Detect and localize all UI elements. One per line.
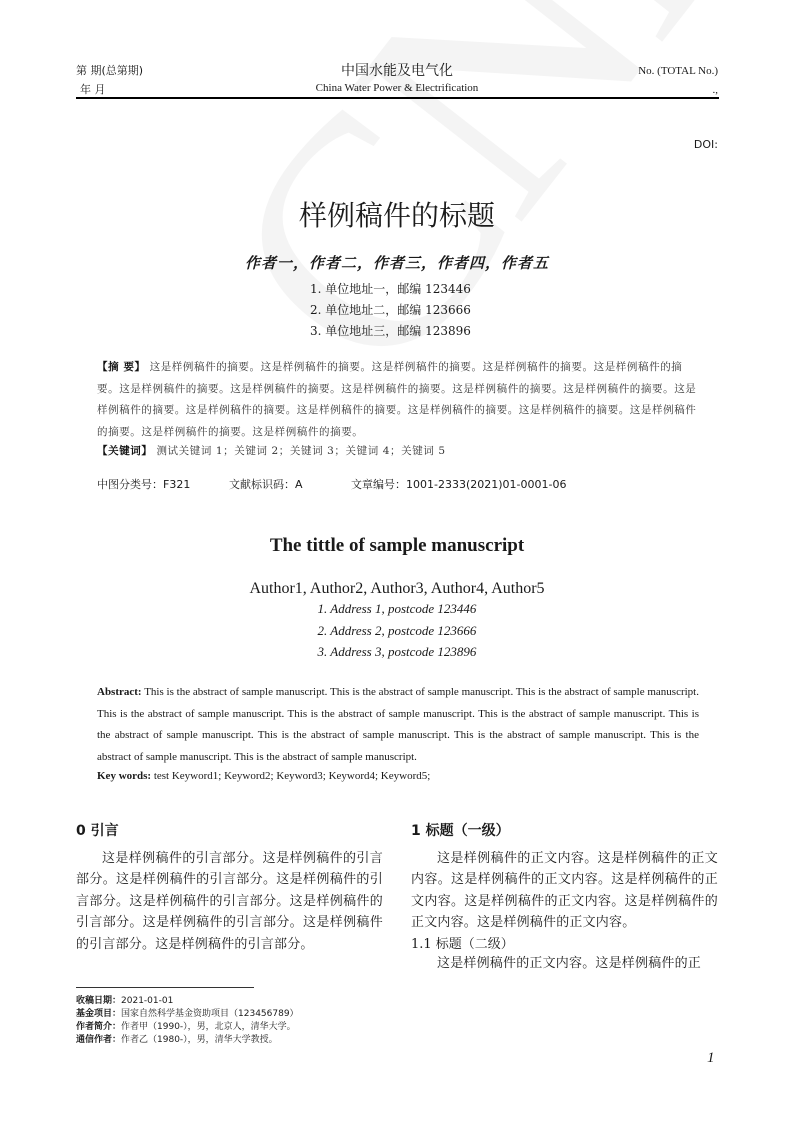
footnote-corresponding — [76, 1034, 278, 1047]
fund-label: 基金项目： — [76, 1009, 122, 1019]
footnote-fund — [76, 1008, 299, 1021]
author-list-en: Author1, Author2, Author3, Author4, Author5 — [249, 580, 545, 597]
abstract-en-text: This is the abstract of sample manuscript. This is the abstract of sample manuscript. This is the abstract of sample manuscript. This is the abstract of sample manuscript. This is the abstract of sample manuscript. This is the abstract of sample manuscript. This is the abstract of sample manuscript. This is the abstract of sample manuscript. This is the abstract of sample manuscript. This is the abstract of sample manuscript. This is the abstract of sample manuscript. — [97, 686, 699, 763]
abstract-en-label: Abstract: — [97, 686, 142, 698]
author-list-cn: 作者一，作者二，作者三，作者四，作者五 — [244, 254, 549, 272]
page-title-cn: 样例稿件的标题 — [298, 199, 495, 232]
author-label: 作者简介： — [76, 1022, 122, 1032]
section-heading-intro: 0 引言 — [76, 823, 119, 839]
clc-number: 中图分类号：F321 — [97, 478, 191, 491]
received-label: 收稿日期： — [76, 996, 122, 1006]
issue-suffix: ., — [712, 84, 718, 96]
keywords-cn-text: 测试关键词 1；关键词 2；关键词 3；关键词 4；关键词 5 — [152, 445, 446, 457]
abstract-en — [97, 682, 699, 768]
footnote-received — [76, 995, 173, 1008]
section-1-paragraph: 这是样例稿件的正文内容。这是样例稿件的正文内容。这是样例稿件的正文内容。这是样例稿件的正文内容。这是样例稿件的正文内容。这是样例稿件的正文内容。这是样例稿件的正文内容。 — [411, 851, 718, 931]
keywords-en-label: Key words: — [97, 770, 152, 782]
affiliation-en-1: 1. Address 1, postcode 123446 — [317, 601, 477, 616]
abstract-cn-text: 这是样例稿件的摘要。这是样例稿件的摘要。这是样例稿件的摘要。这是样例稿件的摘要。这是样例稿件的摘要。这是样例稿件的摘要。这是样例稿件的摘要。这是样例稿件的摘要。这是样例稿件的摘要。这是样例稿件的摘要。这是样例稿件的摘要。这是样例稿件的摘要。这是样例稿件的摘要。这是样例稿件的摘要。这是样例稿件的摘要。这是样例稿件的摘要。这是样例稿件的摘要。这是样例稿件的摘要。 — [97, 361, 697, 438]
issue-number: No. (TOTAL No.) — [638, 65, 718, 77]
journal-title-en: China Water Power & Electrification — [315, 82, 479, 94]
intro-paragraph: 这是样例稿件的引言部分。这是样例稿件的引言部分。这是样例稿件的引言部分。这是样例稿件的引言部分。这是样例稿件的引言部分。这是样例稿件的引言部分。这是样例稿件的引言部分。这是样例稿件的引言部分。这是样例稿件的引言部分。 — [76, 851, 383, 952]
section-heading-1-1: 1.1 标题（二级） — [411, 937, 514, 952]
header-rule — [76, 97, 719, 99]
section-1-1-paragraph: 这是样例稿件的正文内容。这是样例稿件的正 — [437, 956, 702, 971]
keywords-en-text: test Keyword1; Keyword2; Keyword3; Keyword4; Keyword5; — [151, 770, 431, 782]
affiliation-en-2: 2. Address 2, postcode 123666 — [317, 623, 477, 638]
keywords-en — [97, 766, 699, 788]
article-number: 文章编号：1001-2333(2021)01-0001-06 — [351, 478, 567, 491]
fund-value: 国家自然科学基金资助项目（123456789） — [121, 1009, 299, 1019]
affiliation-cn-2: 2. 单位地址二，邮编 123666 — [310, 303, 471, 317]
document-code: 文献标识码：A — [229, 478, 303, 491]
footnote-rule — [76, 987, 254, 988]
page-title-en: The tittle of sample manuscript — [269, 535, 525, 556]
journal-title-cn: 中国水能及电气化 — [341, 63, 453, 79]
corr-label: 通信作者： — [76, 1035, 122, 1045]
affiliation-cn-3: 3. 单位地址三，邮编 123896 — [310, 324, 471, 338]
abstract-cn-label: 【摘 要】 — [97, 361, 146, 373]
section-heading-1: 1 标题（一级） — [411, 823, 510, 839]
keywords-cn — [97, 441, 699, 463]
page-number: 1 — [707, 1050, 715, 1066]
received-value: 2021-01-01 — [121, 996, 174, 1006]
issue-label: 第 期(总第期) — [76, 64, 144, 77]
corr-value: 作者乙（1980-），男，清华大学教授。 — [121, 1035, 278, 1045]
affiliation-en-3: 3. Address 3, postcode 123896 — [317, 644, 477, 659]
affiliation-cn-1: 1. 单位地址一，邮编 123446 — [310, 282, 471, 296]
doi-label: DOI: — [693, 138, 718, 151]
footnote-author — [76, 1021, 296, 1034]
author-value: 作者甲（1990-），男，北京人，清华大学。 — [121, 1022, 296, 1032]
abstract-cn — [97, 357, 699, 443]
date-label: 年 月 — [80, 83, 106, 96]
keywords-cn-label: 【关键词】 — [97, 445, 153, 457]
